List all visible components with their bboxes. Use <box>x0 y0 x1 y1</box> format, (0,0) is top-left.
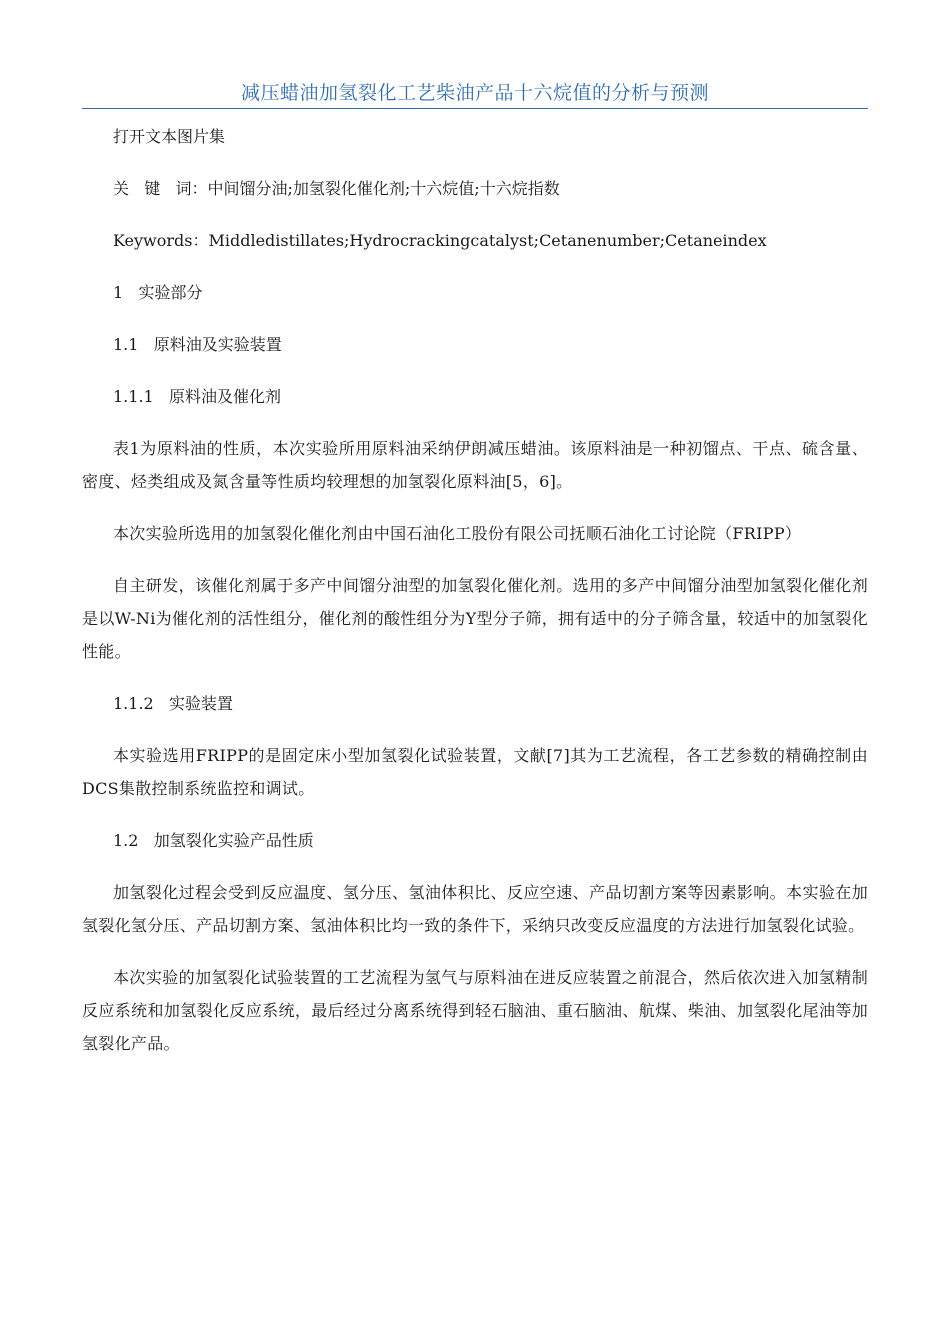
keywords-chinese: 关 键 词：中间馏分油;加氢裂化催化剂;十六烷值;十六烷指数 <box>113 179 560 198</box>
open-gallery-link[interactable]: 打开文本图片集 <box>113 127 226 146</box>
heading-section-1-1: 1.1 原料油及实验装置 <box>113 335 282 354</box>
heading-section-1-2: 1.2 加氢裂化实验产品性质 <box>113 831 314 850</box>
heading-section-1-1-1: 1.1.1 原料油及催化剂 <box>113 387 281 406</box>
paragraph-process-factors: 加氢裂化过程会受到反应温度、氢分压、氢油体积比、反应空速、产品切割方案等因素影响。本实验在加氢裂化氢分压、产品切割方案、氢油体积比均一致的条件下，采纳只改变反应温度的方法进行加氢裂化试验。 <box>82 883 868 935</box>
header-rule <box>82 108 868 109</box>
paragraph-process-flow: 本次实验的加氢裂化试验装置的工艺流程为氢气与原料油在进反应装置之前混合，然后依次进入加氢精制反应系统和加氢裂化反应系统，最后经过分离系统得到轻石脑油、重石脑油、航煤、柴油、加氢裂化尾油等加氢裂化产品。 <box>82 968 868 1053</box>
heading-section-1-1-2: 1.1.2 实验装置 <box>113 694 233 713</box>
keywords-english: Keywords：Middledistillates;Hydrocrackingcatalyst;Cetanenumber;Cetaneindex <box>113 231 767 250</box>
paragraph-catalyst-source: 本次实验所选用的加氢裂化催化剂由中国石油化工股份有限公司抚顺石油化工讨论院（FRIPP） <box>113 524 802 543</box>
paragraph-feedstock: 表1为原料油的性质，本次实验所用原料油采纳伊朗减压蜡油。该原料油是一种初馏点、干点、硫含量、密度、烃类组成及氮含量等性质均较理想的加氢裂化原料油[5，6]。 <box>82 439 868 491</box>
running-title: 减压蜡油加氢裂化工艺柴油产品十六烷值的分析与预测 <box>240 82 709 104</box>
heading-section-1: 1 实验部分 <box>113 283 203 302</box>
paragraph-apparatus: 本实验选用FRIPP的是固定床小型加氢裂化试验装置，文献[7]其为工艺流程，各工艺参数的精确控制由DCS集散控制系统监控和调试。 <box>82 746 868 798</box>
paragraph-catalyst-detail: 自主研发，该催化剂属于多产中间馏分油型的加氢裂化催化剂。选用的多产中间馏分油型加氢裂化催化剂是以W-Ni为催化剂的活性组分，催化剂的酸性组分为Y型分子筛，拥有适中的分子筛含量，较适中的加氢裂化性能。 <box>82 576 868 661</box>
document-body <box>82 120 868 1079</box>
